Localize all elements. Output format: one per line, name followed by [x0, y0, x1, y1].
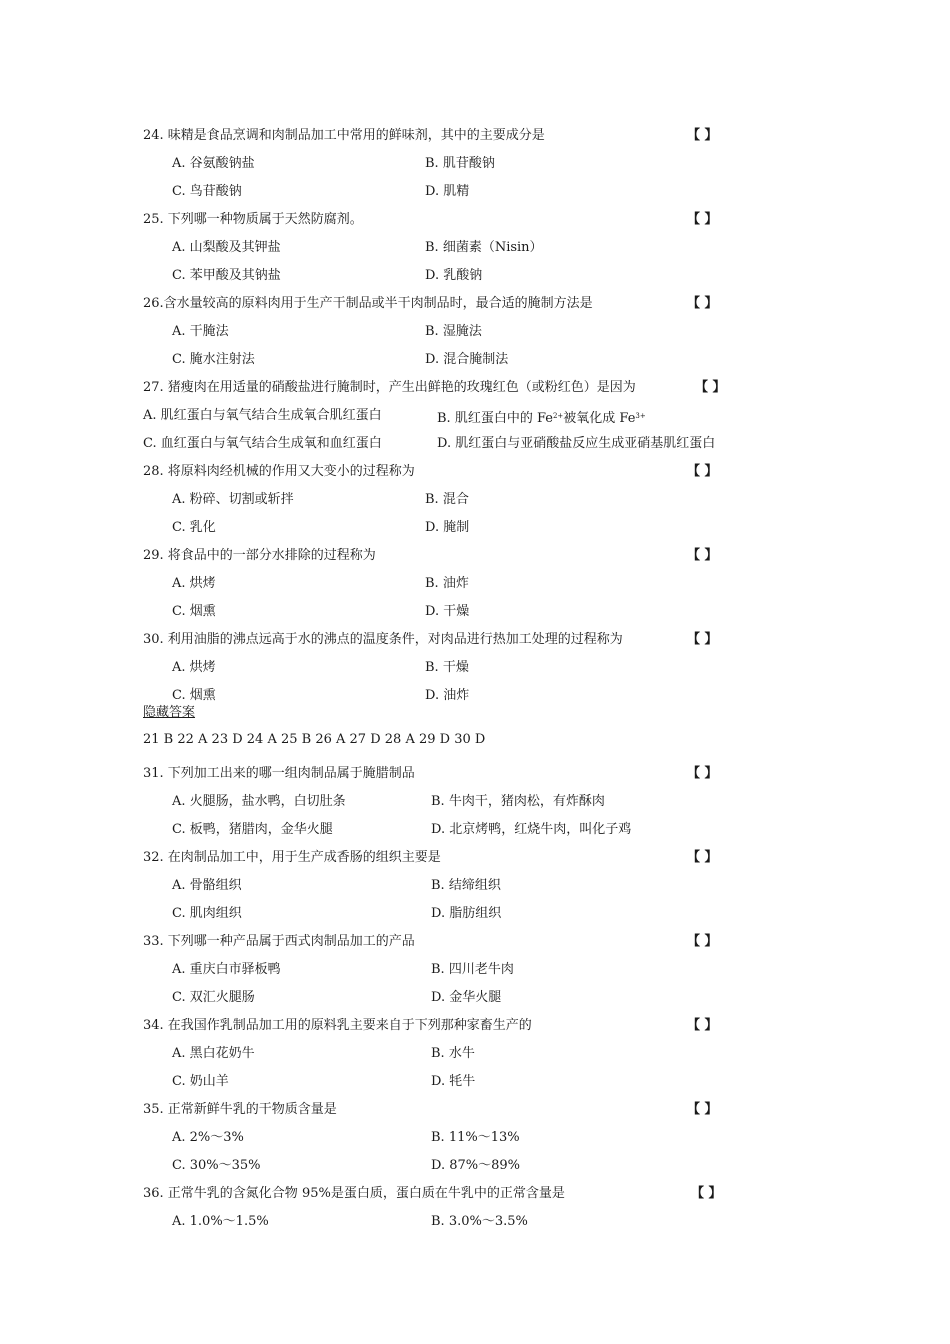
- option-d: D. 乳酸钠: [425, 268, 483, 283]
- answer-bracket: 【 】: [687, 128, 718, 143]
- option-a: A. 烘烤: [172, 660, 216, 675]
- question-35: 35. 正常新鲜牛乳的干物质含量是: [143, 1102, 337, 1117]
- option-c: C. 双汇火腿肠: [172, 990, 255, 1005]
- answer-bracket: 【 】: [695, 380, 726, 395]
- question-31: 31. 下列加工出来的哪一组肉制品属于腌腊制品: [143, 766, 415, 781]
- option-c: C. 鸟苷酸钠: [172, 184, 242, 199]
- option-a: A. 谷氨酸钠盐: [172, 156, 255, 171]
- question-26: 26.含水量较高的原料肉用于生产干制品或半干肉制品时，最合适的腌制方法是: [143, 296, 593, 311]
- option-b: B. 牛肉干，猪肉松，有炸酥肉: [431, 794, 605, 809]
- option-d: D. 金华火腿: [431, 990, 502, 1005]
- question-36: 36. 正常牛乳的含氮化合物 95%是蛋白质，蛋白质在牛乳中的正常含量是: [143, 1186, 565, 1201]
- question-30: 30. 利用油脂的沸点远高于水的沸点的温度条件，对肉品进行热加工处理的过程称为: [143, 632, 623, 647]
- question-28: 28. 将原料肉经机械的作用又大变小的过程称为: [143, 464, 415, 479]
- option-d: D. 牦牛: [431, 1074, 476, 1089]
- question-29: 29. 将食品中的一部分水排除的过程称为: [143, 548, 376, 563]
- option-a: A. 山梨酸及其钾盐: [172, 240, 281, 255]
- option-c: C. 烟熏: [172, 688, 216, 703]
- answer-bracket: 【 】: [687, 934, 718, 949]
- option-b: B. 11%～13%: [431, 1130, 520, 1145]
- option-b: B. 四川老牛肉: [431, 962, 514, 977]
- question-34: 34. 在我国作乳制品加工用的原料乳主要来自于下列那种家畜生产的: [143, 1018, 532, 1033]
- option-a: A. 1.0%～1.5%: [172, 1214, 269, 1229]
- option-b: B. 3.0%～3.5%: [431, 1214, 528, 1229]
- answer-bracket: 【 】: [687, 212, 718, 227]
- option-c: C. 烟熏: [172, 604, 216, 619]
- option-c: C. 乳化: [172, 520, 216, 535]
- question-25: 25. 下列哪一种物质属于天然防腐剂。: [143, 212, 363, 227]
- option-d: D. 87%～89%: [431, 1158, 521, 1173]
- option-c: C. 苯甲酸及其钠盐: [172, 268, 281, 283]
- option-b: B. 肌苷酸钠: [425, 156, 495, 171]
- option-a: A. 2%～3%: [172, 1130, 244, 1145]
- option-d: D. 北京烤鸭，红烧牛肉，叫化子鸡: [431, 822, 632, 837]
- option-c: C. 肌肉组织: [172, 906, 242, 921]
- option-a: A. 烘烤: [172, 576, 216, 591]
- option-b-text: B. 肌红蛋白中的 Fe: [437, 411, 553, 426]
- question-24: 24. 味精是食品烹调和肉制品加工中常用的鲜味剂，其中的主要成分是: [143, 128, 545, 143]
- option-d: D. 肌红蛋白与亚硝酸盐反应生成亚硝基肌红蛋白: [437, 436, 716, 451]
- answer-bracket: 【 】: [687, 1018, 718, 1033]
- option-a: A. 骨骼组织: [172, 878, 242, 893]
- option-b: [437, 408, 646, 427]
- option-b: B. 混合: [425, 492, 469, 507]
- option-a: A. 火腿肠，盐水鸭，白切肚条: [172, 794, 346, 809]
- option-b: B. 油炸: [425, 576, 469, 591]
- answer-bracket: 【 】: [687, 296, 718, 311]
- hide-answer-link[interactable]: 隐藏答案: [143, 705, 196, 720]
- option-b: B. 结缔组织: [431, 878, 501, 893]
- answer-bracket: 【 】: [691, 1186, 722, 1201]
- question-33: 33. 下列哪一种产品属于西式肉制品加工的产品: [143, 934, 415, 949]
- option-b-text: 被氧化成 Fe: [563, 411, 636, 426]
- option-c: C. 血红蛋白与氧气结合生成氧和血红蛋白: [143, 436, 382, 451]
- option-a: A. 肌红蛋白与氧气结合生成氧合肌红蛋白: [143, 408, 382, 423]
- option-c: C. 板鸭，猪腊肉，金华火腿: [172, 822, 333, 837]
- option-d: D. 腌制: [425, 520, 470, 535]
- option-c: C. 30%～35%: [172, 1158, 261, 1173]
- answer-bracket: 【 】: [687, 632, 718, 647]
- option-d: D. 肌精: [425, 184, 470, 199]
- option-a: A. 干腌法: [172, 324, 229, 339]
- answer-bracket: 【 】: [687, 548, 718, 563]
- option-b: B. 水牛: [431, 1046, 475, 1061]
- option-a: A. 重庆白市驿板鸭: [172, 962, 281, 977]
- answer-bracket: 【 】: [687, 766, 718, 781]
- superscript: 2+: [552, 412, 564, 420]
- question-27: 27. 猪瘦肉在用适量的硝酸盐进行腌制时，产生出鲜艳的玫瑰红色（或粉红色）是因为: [143, 380, 636, 395]
- option-a: A. 粉碎、切割或斩拌: [172, 492, 294, 507]
- answer-bracket: 【 】: [687, 464, 718, 479]
- answers-line: 21 B 22 A 23 D 24 A 25 B 26 A 27 D 28 A 29 D 30 D: [143, 732, 486, 747]
- option-b: B. 干燥: [425, 660, 469, 675]
- option-d: D. 干燥: [425, 604, 470, 619]
- option-c: C. 奶山羊: [172, 1074, 229, 1089]
- option-c: C. 腌水注射法: [172, 352, 255, 367]
- option-d: D. 脂肪组织: [431, 906, 502, 921]
- superscript: 3+: [635, 412, 646, 420]
- option-b: B. 细菌素（Nisin）: [425, 240, 543, 255]
- option-d: D. 混合腌制法: [425, 352, 509, 367]
- question-32: 32. 在肉制品加工中，用于生产成香肠的组织主要是: [143, 850, 441, 865]
- option-a: A. 黑白花奶牛: [172, 1046, 255, 1061]
- answer-bracket: 【 】: [687, 1102, 718, 1117]
- option-b: B. 湿腌法: [425, 324, 482, 339]
- answer-bracket: 【 】: [687, 850, 718, 865]
- option-d: D. 油炸: [425, 688, 470, 703]
